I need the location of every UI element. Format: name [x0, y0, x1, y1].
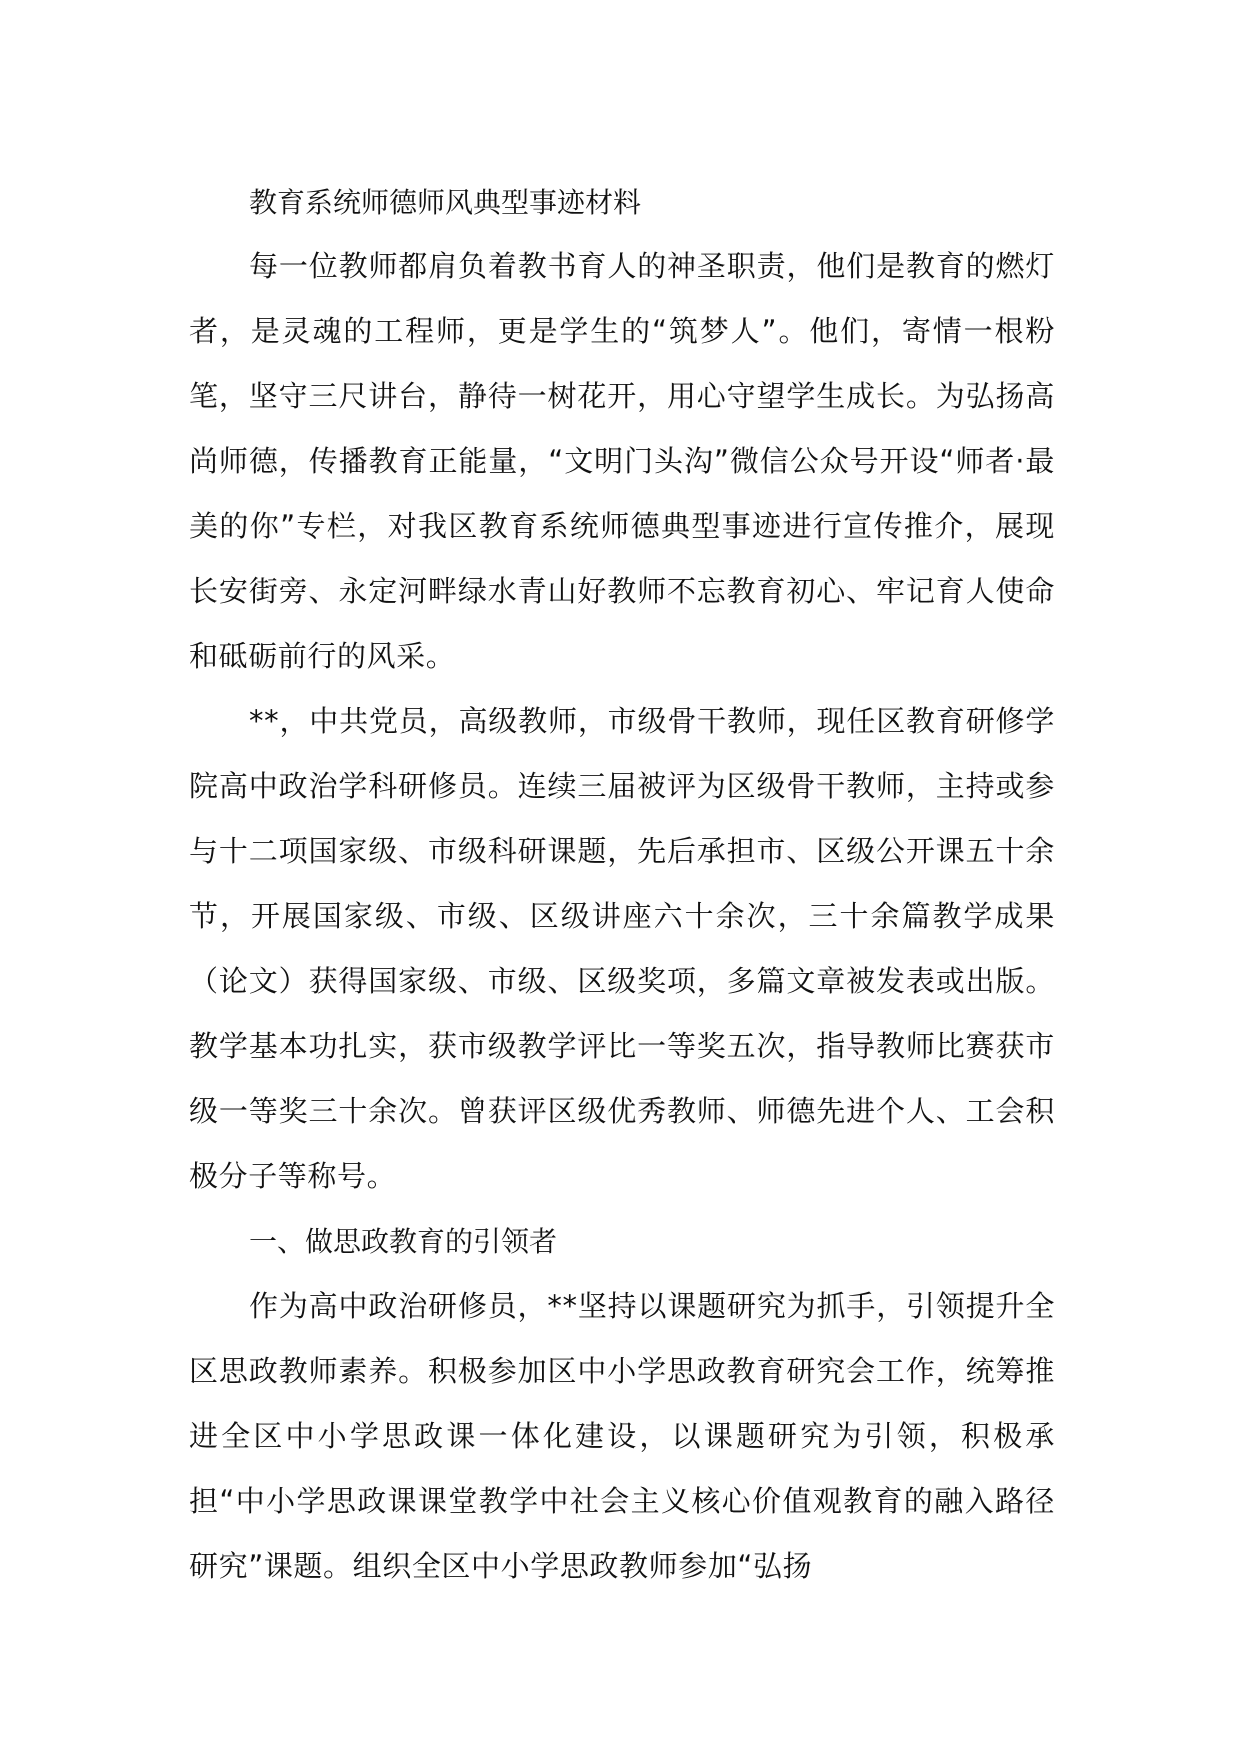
section-paragraph: 作为高中政治研修员，**坚持以课题研究为抓手，引领提升全区思政教师素养。积极参加区中小学思政教育研究会工作，统筹推进全区中小学思政课一体化建设，以课题研究为引领，积极承担“中小学思政课课堂教学中社会主义核心价值观教育的融入路径研究”课题。组织全区中小学思政教师参加“弘扬: [189, 1289, 1055, 1583]
document-title: 教育系统师德师风典型事迹材料: [249, 186, 642, 219]
profile-paragraph: **，中共党员，高级教师，市级骨干教师，现任区教育研修学院高中政治学科研修员。连续三届被评为区级骨干教师，主持或参与十二项国家级、市级科研课题，先后承担市、区级公开课五十余节，开展国家级、市级、区级讲座六十余次，三十余篇教学成果（论文）获得国家级、市级、区级奖项，多篇文章被发表或出版。教学基本功扎实，获市级教学评比一等奖五次，指导教师比赛获市级一等奖三十余次。曾获评区级优秀教师、师德先进个人、工会积极分子等称号。: [189, 704, 1055, 1193]
document-body: [189, 172, 1055, 1599]
intro-paragraph: 每一位教师都肩负着教书育人的神圣职责，他们是教育的燃灯者，是灵魂的工程师，更是学生的“筑梦人”。他们，寄情一根粉笔，坚守三尺讲台，静待一树花开，用心守望学生成长。为弘扬高尚师德，传播教育正能量，“文明门头沟”微信公众号开设“师者·最美的你”专栏，对我区教育系统师德典型事迹进行宣传推介，展现长安街旁、永定河畔绿水青山好教师不忘教育初心、牢记育人使命和砥砺前行的风采。: [189, 249, 1055, 673]
section-heading: 一、做思政教育的引领者: [249, 1225, 558, 1258]
